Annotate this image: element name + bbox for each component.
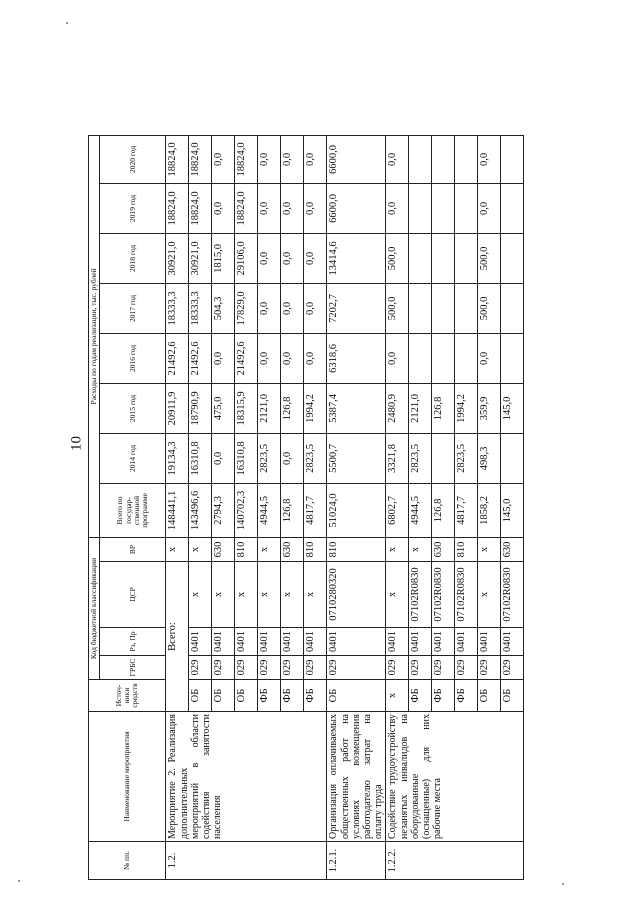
cell-y2015: 18790,9 (189, 383, 212, 433)
cell-vr: x (189, 537, 212, 561)
item-number: 1.2.2. (386, 842, 524, 880)
cell-y2015: 475,0 (212, 383, 235, 433)
cell-grbs: 029 (501, 656, 524, 680)
table-body (166, 135, 524, 879)
cell-rzpr: 0401 (189, 628, 212, 656)
cell-y2014: 5500,7 (327, 433, 386, 483)
cell-csr: 07102R0830 (455, 562, 478, 628)
cell-src: ОБ (327, 680, 386, 712)
cell-csr: x (304, 562, 327, 628)
header-y2020: 2020 год (100, 135, 166, 183)
cell-csr: 07102R0830 (432, 562, 455, 628)
cell-y2015: 359,9 (478, 383, 501, 433)
item-number: 1.2.1. (327, 842, 386, 880)
cell-total: 4817,7 (304, 483, 327, 537)
header-name: Наименование мероприятия (89, 712, 166, 842)
cell-y2014: 16310,8 (189, 433, 212, 483)
header-grbs: ГРБС (100, 656, 166, 680)
cell-rzpr: 0401 (281, 628, 304, 656)
cell-csr: x (212, 562, 235, 628)
header-rzpr: Рз, Пр (100, 628, 166, 656)
cell-y2020: 18824,0 (166, 135, 189, 183)
cell-y2018: 1815,0 (212, 233, 235, 283)
cell-y2017: 500,0 (386, 283, 409, 333)
cell-src: ОБ (235, 680, 258, 712)
header-vr: ВР (100, 537, 166, 561)
cell-y2016: 0,0 (281, 333, 304, 383)
header-csr: ЦСР (100, 562, 166, 628)
cell-vr: 630 (212, 537, 235, 561)
cell-y2019: 0,0 (281, 183, 304, 233)
table-row (166, 135, 189, 879)
cell-vr: 630 (281, 537, 304, 561)
cell-total: 4944,5 (409, 483, 432, 537)
cell-total: 4817,7 (455, 483, 478, 537)
cell-src: ФБ (455, 680, 478, 712)
cell-y2017: 7202,7 (327, 283, 386, 333)
cell-y2018: 0,0 (281, 233, 304, 283)
cell-grbs: 029 (258, 656, 281, 680)
cell-y2020: 18824,0 (189, 135, 212, 183)
cell-src: ФБ (432, 680, 455, 712)
cell-y2020: 6600,0 (327, 135, 386, 183)
cell-y2017: 0,0 (304, 283, 327, 333)
cell-y2019 (455, 183, 478, 233)
cell-total: 4944,5 (258, 483, 281, 537)
expenses-table (88, 135, 524, 880)
cell-y2015: 145,0 (501, 383, 524, 433)
cell-y2020 (432, 135, 455, 183)
item-name: Содействие трудоустройству незанятых инвалидов на оборудованные (оснащенные) для них рабочие места (386, 712, 524, 842)
cell-y2017: 500,0 (478, 283, 501, 333)
cell-y2017: 18333,3 (189, 283, 212, 333)
page-number: 10 (68, 436, 85, 451)
cell-src: ОБ (212, 680, 235, 712)
cell-y2014: 2823,5 (409, 433, 432, 483)
cell-y2018: 29106,0 (235, 233, 258, 283)
cell-y2016: 21492,6 (189, 333, 212, 383)
cell-y2020: 18824,0 (235, 135, 258, 183)
header-row-1 (89, 135, 100, 879)
cell-y2016: 0,0 (304, 333, 327, 383)
cell-y2019: 18824,0 (166, 183, 189, 233)
cell-grbs: 029 (455, 656, 478, 680)
cell-y2019 (501, 183, 524, 233)
cell-vr: 810 (235, 537, 258, 561)
cell-rzpr: 0401 (235, 628, 258, 656)
cell-y2017: 18333,3 (166, 283, 189, 333)
cell-y2016: 6318,6 (327, 333, 386, 383)
cell-y2015: 126,8 (432, 383, 455, 433)
cell-vr: x (258, 537, 281, 561)
cell-y2019 (432, 183, 455, 233)
scan-speck (18, 880, 20, 882)
cell-y2014: 3321,8 (386, 433, 409, 483)
header-expenses: Расходы по годам реализации, тыс. рублей (89, 135, 100, 537)
cell-total: 143496,6 (189, 483, 212, 537)
cell-y2016 (501, 333, 524, 383)
cell-y2017: 0,0 (258, 283, 281, 333)
cell-y2014: 19134,3 (166, 433, 189, 483)
cell-y2018: 13414,6 (327, 233, 386, 283)
cell-y2016: 21492,6 (166, 333, 189, 383)
header-no: № пп. (89, 842, 166, 880)
cell-y2017: 17829,0 (235, 283, 258, 333)
cell-y2014: 0,0 (212, 433, 235, 483)
cell-y2014: 2823,5 (304, 433, 327, 483)
cell-csr: 07102R0830 (501, 562, 524, 628)
header-y2016: 2016 год (100, 333, 166, 383)
cell-y2018: 30921,0 (189, 233, 212, 283)
cell-y2014 (432, 433, 455, 483)
cell-rzpr: 0401 (432, 628, 455, 656)
cell-y2018: 0,0 (304, 233, 327, 283)
cell-y2017 (455, 283, 478, 333)
cell-y2020: 0,0 (281, 135, 304, 183)
cell-y2020: 0,0 (212, 135, 235, 183)
cell-grbs: 029 (478, 656, 501, 680)
cell-csr: x (478, 562, 501, 628)
cell-vr: x (166, 537, 189, 561)
cell-vr: 810 (304, 537, 327, 561)
cell-csr: x (258, 562, 281, 628)
cell-y2016 (455, 333, 478, 383)
cell-csr: x (235, 562, 258, 628)
cell-grbs: 029 (212, 656, 235, 680)
cell-rzpr: 0401 (386, 628, 409, 656)
cell-rzpr: 0401 (327, 628, 386, 656)
cell-vr: x (409, 537, 432, 561)
cell-y2020: 0,0 (478, 135, 501, 183)
cell-total: 126,8 (432, 483, 455, 537)
cell-csr: x (189, 562, 212, 628)
cell-src: ФБ (409, 680, 432, 712)
cell-grbs: 029 (432, 656, 455, 680)
item-number: 1.2. (166, 842, 327, 880)
cell-rzpr: 0401 (501, 628, 524, 656)
cell-y2019: 0,0 (304, 183, 327, 233)
cell-csr: 0710280320 (327, 562, 386, 628)
cell-y2017: 0,0 (281, 283, 304, 333)
cell-y2016: 0,0 (478, 333, 501, 383)
cell-y2017 (409, 283, 432, 333)
cell-vr: 810 (327, 537, 386, 561)
cell-y2018: 500,0 (478, 233, 501, 283)
cell-total: 51024,0 (327, 483, 386, 537)
cell-y2018 (409, 233, 432, 283)
header-y2017: 2017 год (100, 283, 166, 333)
cell-y2015: 2121,0 (409, 383, 432, 433)
cell-total: 145,0 (501, 483, 524, 537)
cell-src: ФБ (258, 680, 281, 712)
cell-y2014: 0,0 (281, 433, 304, 483)
cell-csr: x (281, 562, 304, 628)
cell-y2018 (432, 233, 455, 283)
cell-src: ФБ (281, 680, 304, 712)
table-row (386, 135, 409, 879)
cell-y2020 (455, 135, 478, 183)
cell-vr: x (478, 537, 501, 561)
cell-y2018: 0,0 (258, 233, 281, 283)
item-name: Мероприятие 2. Реализация дополнительных мероприятий в области содействия занятости населения (166, 712, 327, 842)
header-source: Источ-ники средств (89, 680, 166, 712)
cell-y2018: 500,0 (386, 233, 409, 283)
cell-total: 2794,3 (212, 483, 235, 537)
cell-rzpr: 0401 (455, 628, 478, 656)
table-row (327, 135, 386, 879)
cell-y2020 (409, 135, 432, 183)
cell-y2019: 18824,0 (235, 183, 258, 233)
cell-rzpr: 0401 (478, 628, 501, 656)
header-y2019: 2019 год (100, 183, 166, 233)
cell-y2015: 1994,2 (455, 383, 478, 433)
cell-grbs: 029 (281, 656, 304, 680)
cell-total: 6802,7 (386, 483, 409, 537)
cell-y2020: 0,0 (258, 135, 281, 183)
cell-y2019: 6600,0 (327, 183, 386, 233)
cell-grbs: 029 (327, 656, 386, 680)
cell-src: ОБ (501, 680, 524, 712)
cell-y2015: 20911,9 (166, 383, 189, 433)
cell-y2019: 0,0 (258, 183, 281, 233)
cell-y2019: 0,0 (478, 183, 501, 233)
cell-total: 126,8 (281, 483, 304, 537)
cell-grbs: 029 (386, 656, 409, 680)
cell-y2015: 18315,9 (235, 383, 258, 433)
scan-speck (562, 883, 564, 885)
cell-rzpr: 0401 (409, 628, 432, 656)
total-label: Всего: (166, 562, 189, 712)
cell-y2016 (409, 333, 432, 383)
cell-y2020: 0,0 (386, 135, 409, 183)
cell-y2020 (501, 135, 524, 183)
cell-y2019: 0,0 (212, 183, 235, 233)
cell-src: ОБ (478, 680, 501, 712)
cell-y2020: 0,0 (304, 135, 327, 183)
item-name: Организация оплачиваемых общественных работ на условиях возмещения работодателю затрат на оплату труда (327, 712, 386, 842)
cell-src: ФБ (304, 680, 327, 712)
cell-y2014: 2823,5 (258, 433, 281, 483)
cell-y2017: 504,3 (212, 283, 235, 333)
cell-rzpr: 0401 (304, 628, 327, 656)
cell-total: 1858,2 (478, 483, 501, 537)
cell-grbs: 029 (304, 656, 327, 680)
rotated-table-wrapper (88, 140, 518, 880)
cell-rzpr: 0401 (258, 628, 281, 656)
cell-vr: 810 (455, 537, 478, 561)
cell-grbs: 029 (189, 656, 212, 680)
cell-y2018: 30921,0 (166, 233, 189, 283)
cell-y2015: 2121,0 (258, 383, 281, 433)
cell-y2015: 2480,9 (386, 383, 409, 433)
cell-vr: 630 (501, 537, 524, 561)
cell-y2016: 0,0 (258, 333, 281, 383)
header-y2015: 2015 год (100, 383, 166, 433)
cell-y2018 (501, 233, 524, 283)
cell-y2016 (432, 333, 455, 383)
cell-grbs: 029 (409, 656, 432, 680)
header-budget-code: Код бюджетной классификации (89, 537, 100, 679)
cell-y2019: 18824,0 (189, 183, 212, 233)
cell-grbs: 029 (235, 656, 258, 680)
cell-total: 140702,3 (235, 483, 258, 537)
cell-y2017 (501, 283, 524, 333)
cell-vr: 630 (432, 537, 455, 561)
cell-y2016: 21492,6 (235, 333, 258, 383)
cell-csr: x (386, 562, 409, 628)
cell-rzpr: 0401 (212, 628, 235, 656)
cell-y2019: 0,0 (386, 183, 409, 233)
cell-y2016: 0,0 (212, 333, 235, 383)
cell-vr: x (386, 537, 409, 561)
cell-y2019 (409, 183, 432, 233)
cell-y2018 (455, 233, 478, 283)
cell-csr: 07102R0830 (409, 562, 432, 628)
cell-src: ОБ (189, 680, 212, 712)
cell-total: 148441,1 (166, 483, 189, 537)
cell-y2015: 126,8 (281, 383, 304, 433)
header-y2014: 2014 год (100, 433, 166, 483)
scan-speck (66, 22, 68, 24)
header-total: Всего по государ-ственной программе (100, 483, 166, 537)
header-y2018: 2018 год (100, 233, 166, 283)
cell-y2014: 16310,8 (235, 433, 258, 483)
cell-y2015: 5387,4 (327, 383, 386, 433)
cell-y2016: 0,0 (386, 333, 409, 383)
cell-y2014: 2823,5 (455, 433, 478, 483)
cell-src: x (386, 680, 409, 712)
cell-y2014: 498,3 (478, 433, 501, 483)
cell-y2017 (432, 283, 455, 333)
cell-y2015: 1994,2 (304, 383, 327, 433)
cell-y2014 (501, 433, 524, 483)
